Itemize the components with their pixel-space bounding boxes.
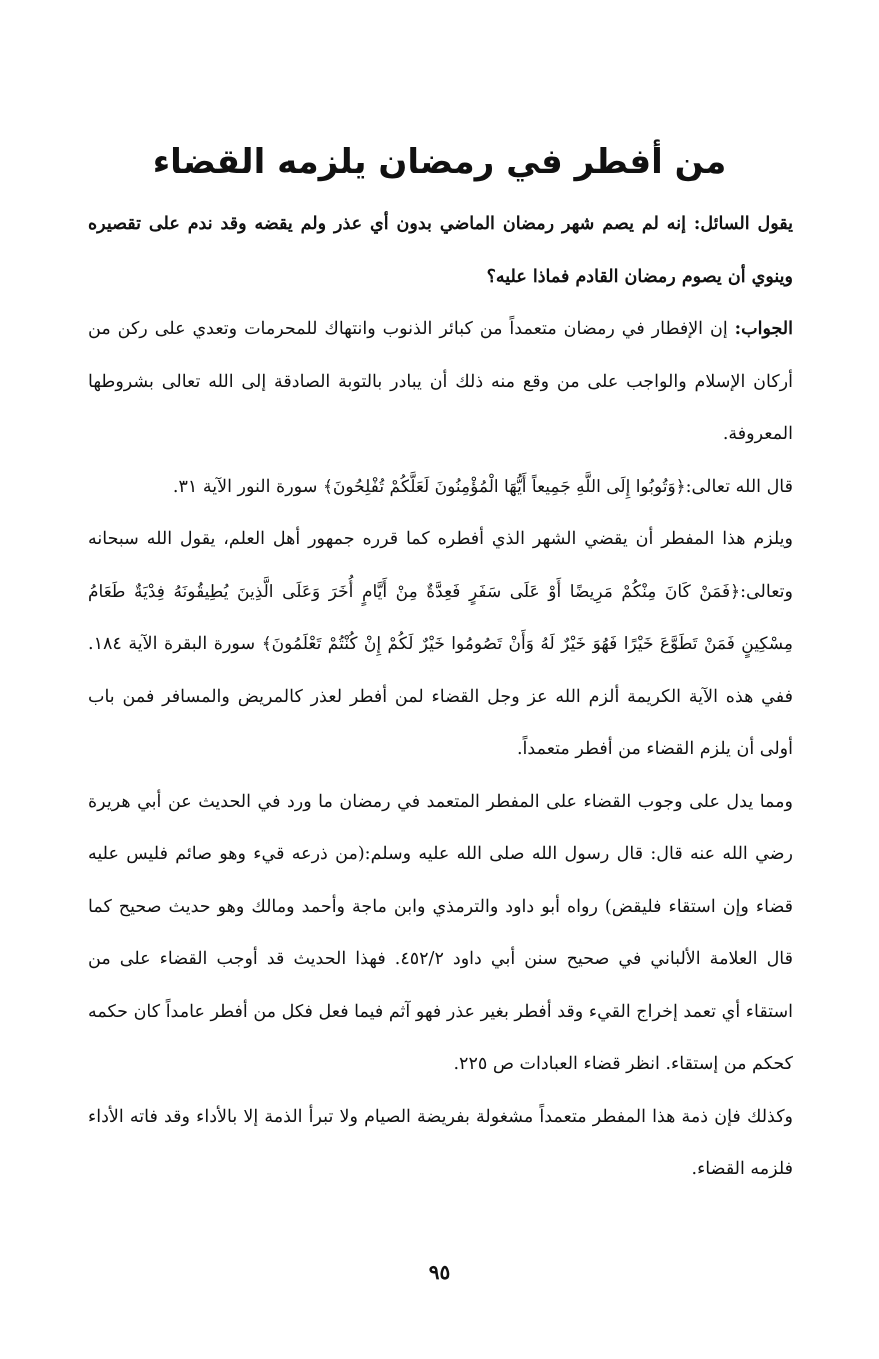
paragraph4 (88, 1091, 793, 1196)
answer-label: الجواب: (734, 319, 793, 339)
question-paragraph (88, 198, 793, 303)
answer-text: إن الإفطار في رمضان متعمداً من كبائر الذنوب وانتهاك للمحرمات وتعدي على ركن من أركان الإسلام والواجب على من وقع منه ذلك أن يبادر بالتوبة الصادقة إلى الله تعالى بشروطها المعروفة. (88, 319, 793, 444)
answer-paragraph (88, 303, 793, 461)
page-title: من أفطر في رمضان يلزمه القضاء (152, 142, 727, 182)
page-number: ٩٥ (428, 1260, 451, 1284)
paragraph2-quote: ﴿فَمَنْ كَانَ مِنْكُمْ مَرِيضًا أَوْ عَلَى سَفَرٍ فَعِدَّةٌ مِنْ أَيَّامٍ أُخَرَ وَعَلَى الَّذِينَ يُطِيقُونَهُ فِدْيَةٌ طَعَامُ مِسْكِينٍ فَمَنْ تَطَوَّعَ خَيْرًا فَهُوَ خَيْرٌ لَهُ وَأَنْ تَصُومُوا خَيْرٌ لَكُمْ إِنْ كُنْتُمْ تَعْلَمُونَ﴾ (88, 581, 793, 654)
verse1-quote: ﴿وَتُوبُوا إِلَى اللَّهِ جَمِيعاً أَيُّهَا الْمُؤْمِنُونَ لَعَلَّكُمْ تُفْلِحُونَ﴾ (322, 476, 686, 497)
question-text: إنه لم يصم شهر رمضان الماضي بدون أي عذر ولم يقضه وقد ندم على تقصيره وينوي أن يصوم رمضان القادم فماذا عليه؟ (88, 214, 793, 287)
paragraph3 (88, 776, 793, 1091)
paragraph4-text: وكذلك فإن ذمة هذا المفطر متعمداً مشغولة بفريضة الصيام ولا تبرأ الذمة إلا بالأداء وقد فاته الأداء فلزمه القضاء. (88, 1106, 793, 1179)
paragraph2 (88, 513, 793, 776)
verse1-paragraph (88, 461, 793, 514)
paragraph3-text: ومما يدل على وجوب القضاء على المفطر المتعمد في رمضان ما ورد في الحديث عن أبي هريرة رضي الله عنه قال: قال رسول الله صلى الله عليه وسلم:(من ذرعه قيء وهو صائم فليس عليه قضاء وإن استقاء فليقض) رواه أبو داود والترمذي وابن ماجة وأحمد ومالك وهو حديث صحيح كما قال العلامة الألباني في صحيح سنن أبي داود ٤٥٢/٢. فهذا الحديث قد أوجب القضاء على من استقاء أي تعمد إخراج القيء وقد أفطر بغير عذر فهو آثم فيما فعل فكل من أفطر عامداً كان حكمه كحكم من إستقاء. انظر قضاء العبادات ص ٢٢٥. (88, 791, 793, 1074)
question-label: يقول السائل: (693, 214, 794, 234)
page-body (88, 198, 793, 1196)
paragraph2-tail: سورة البقرة الآية ١٨٤. ففي هذه الآية الكريمة ألزم الله عز وجل القضاء لمن أفطر لعذر كالمريض والمسافر فمن باب أولى أن يلزم القضاء من أفطر متعمداً. (88, 634, 793, 759)
verse1-intro: قال الله تعالى: (685, 476, 793, 497)
verse1-ref: سورة النور الآية ٣١. (172, 476, 318, 497)
paragraph2-text: ويلزم هذا المفطر أن يقضي الشهر الذي أفطره كما قرره جمهور أهل العلم، يقول الله سبحانه وتعالى: (88, 529, 793, 602)
